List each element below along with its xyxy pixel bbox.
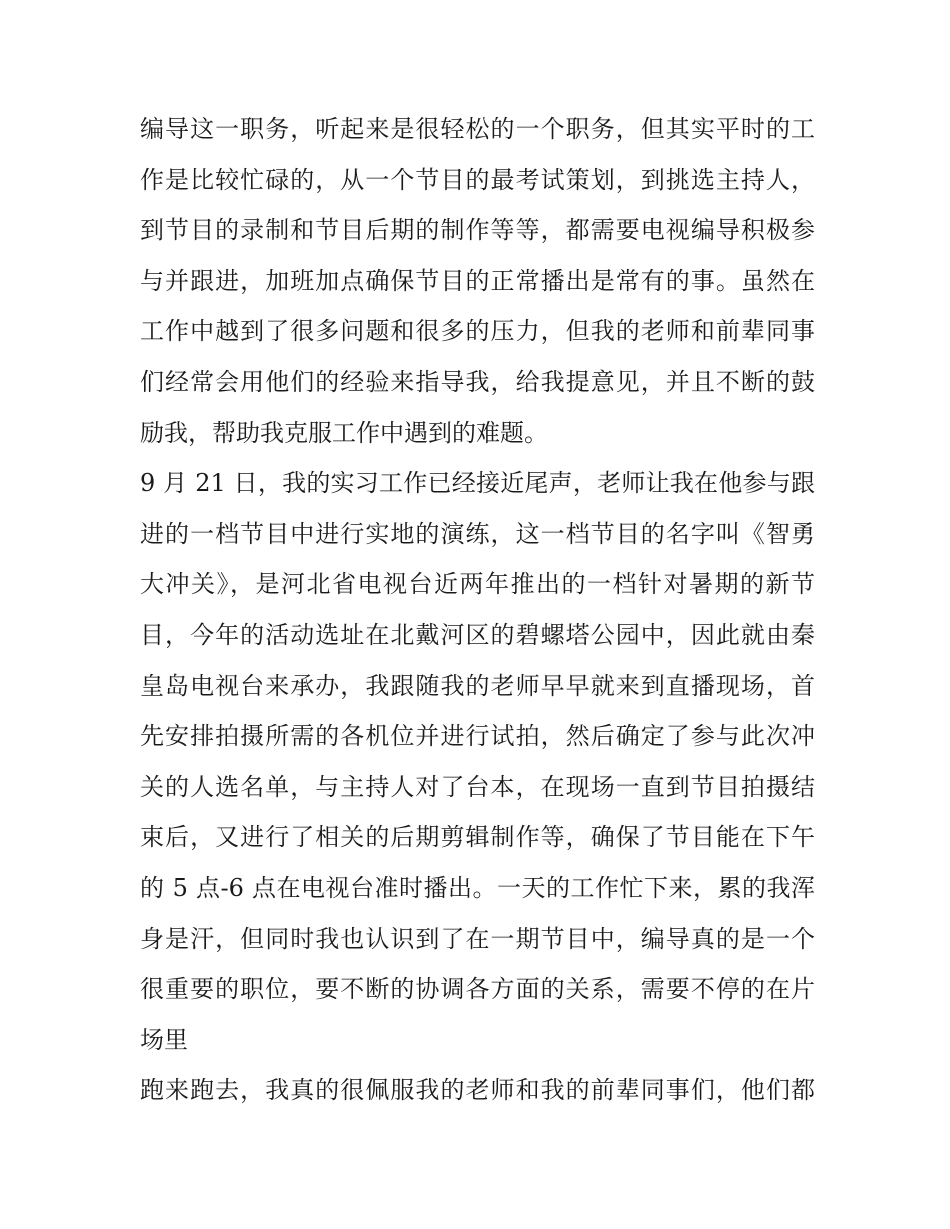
text-line: 大冲关》，是河北省电视台近两年推出的一档针对暑期的新节	[140, 570, 815, 599]
text-line: 们经常会用他们的经验来指导我，给我提意见，并且不断的鼓	[140, 367, 815, 396]
text-line: 目，今年的活动选址在北戴河区的碧螺塔公园中，因此就由秦	[140, 620, 815, 649]
text-line: 与并跟进，加班加点确保节目的正常播出是常有的事。虽然在	[140, 266, 815, 295]
text-line: 很重要的职位，要不断的协调各方面的关系，需要不停的在片	[140, 975, 815, 1004]
text-line: 9 月 21 日，我的实习工作已经接近尾声，老师让我在他参与跟	[140, 469, 815, 498]
text-line: 励我，帮助我克服工作中遇到的难题。	[140, 418, 548, 447]
text-line: 关的人选名单，与主持人对了台本，在现场一直到节目拍摄结	[140, 772, 815, 801]
text-line: 编导这一职务，听起来是很轻松的一个职务，但其实平时的工	[140, 115, 815, 143]
text-line: 工作中越到了很多问题和很多的压力，但我的老师和前辈同事	[140, 317, 815, 346]
text-line: 的 5 点-6 点在电视台准时播出。一天的工作忙下来，累的我浑	[140, 873, 815, 902]
text-line: 跑来跑去，我真的很佩服我的老师和我的前辈同事们，他们都	[140, 1076, 815, 1105]
text-line: 到节目的录制和节目后期的制作等等，都需要电视编导积极参	[140, 216, 815, 245]
text-line: 先安排拍摄所需的各机位并进行试拍，然后确定了参与此次冲	[140, 722, 815, 751]
text-line: 进的一档节目中进行实地的演练，这一档节目的名字叫《智勇	[140, 519, 815, 548]
text-line: 场里	[140, 1025, 188, 1054]
text-line: 身是汗，但同时我也认识到了在一期节目中，编导真的是一个	[140, 924, 815, 953]
body-text	[140, 104, 815, 1116]
text-line: 束后，又进行了相关的后期剪辑制作等，确保了节目能在下午	[140, 823, 815, 852]
text-line: 皇岛电视台来承办，我跟随我的老师早早就来到直播现场，首	[140, 671, 815, 700]
text-line: 作是比较忙碌的，从一个节目的最考试策划，到挑选主持人，	[140, 165, 815, 194]
